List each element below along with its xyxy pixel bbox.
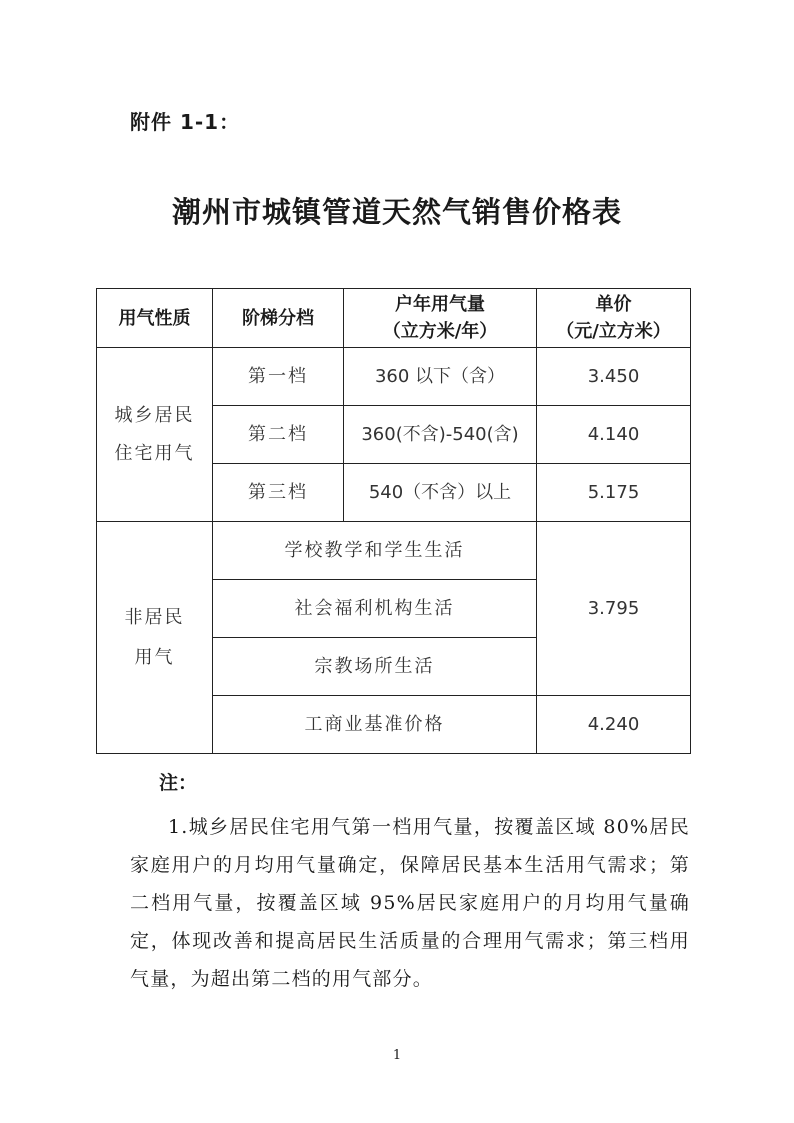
- category-residential: [97, 348, 213, 522]
- tier-cell: 第一档: [213, 348, 344, 406]
- usage-cell: 360 以下（含）: [344, 348, 537, 406]
- price-cell: 3.450: [537, 348, 691, 406]
- tier-cell: 第二档: [213, 406, 344, 464]
- table-row: [97, 522, 691, 580]
- commercial-label-cell: 工商业基准价格: [213, 696, 537, 754]
- category-residential-line2: 住宅用气: [114, 442, 195, 464]
- price-table: [96, 288, 691, 754]
- notes-heading: 注：: [159, 772, 198, 794]
- usage-cell: 360(不含)-540(含): [344, 406, 537, 464]
- attachment-label: 附件 1-1：: [130, 110, 241, 134]
- price-cell: 5.175: [537, 464, 691, 522]
- tier-cell: 第三档: [213, 464, 344, 522]
- commercial-price-cell: 4.240: [537, 696, 691, 754]
- header-price-line1: 单价: [595, 294, 632, 315]
- page-title: 潮州市城镇管道天然气销售价格表: [171, 195, 622, 229]
- non-residential-type-cell: 宗教场所生活: [213, 638, 537, 696]
- usage-cell: 540（不含）以上: [344, 464, 537, 522]
- category-non-residential-line2: 用气: [134, 646, 175, 668]
- header-nature: 用气性质: [97, 289, 213, 348]
- header-usage-line2: （立方米/年）: [382, 321, 498, 342]
- non-residential-type-cell: 学校教学和学生生活: [213, 522, 537, 580]
- header-price: [537, 289, 691, 348]
- header-price-line2: （元/立方米）: [556, 321, 671, 342]
- table-row: [97, 348, 691, 406]
- header-usage: [344, 289, 537, 348]
- table-header-row: [97, 289, 691, 348]
- category-non-residential-line1: 非居民: [124, 606, 185, 628]
- non-residential-type-cell: 社会福利机构生活: [213, 580, 537, 638]
- shared-price-cell: 3.795: [537, 522, 691, 696]
- price-cell: 4.140: [537, 406, 691, 464]
- header-tier: 阶梯分档: [213, 289, 344, 348]
- category-residential-line1: 城乡居民: [114, 404, 195, 426]
- header-usage-line1: 户年用气量: [395, 294, 485, 315]
- category-non-residential: [97, 522, 213, 754]
- page-number: 1: [392, 1048, 402, 1063]
- note-item-1: 1.城乡居民住宅用气第一档用气量，按覆盖区域 80%居民家庭用户的月均用气量确定，保障居民基本生活用气需求；第二档用气量，按覆盖区域 95%居民家庭用户的月均用气量确定，体现改善和提高居民生活质量的合理用气需求；第三档用气量，为超出第二档的用气部分。: [130, 816, 690, 990]
